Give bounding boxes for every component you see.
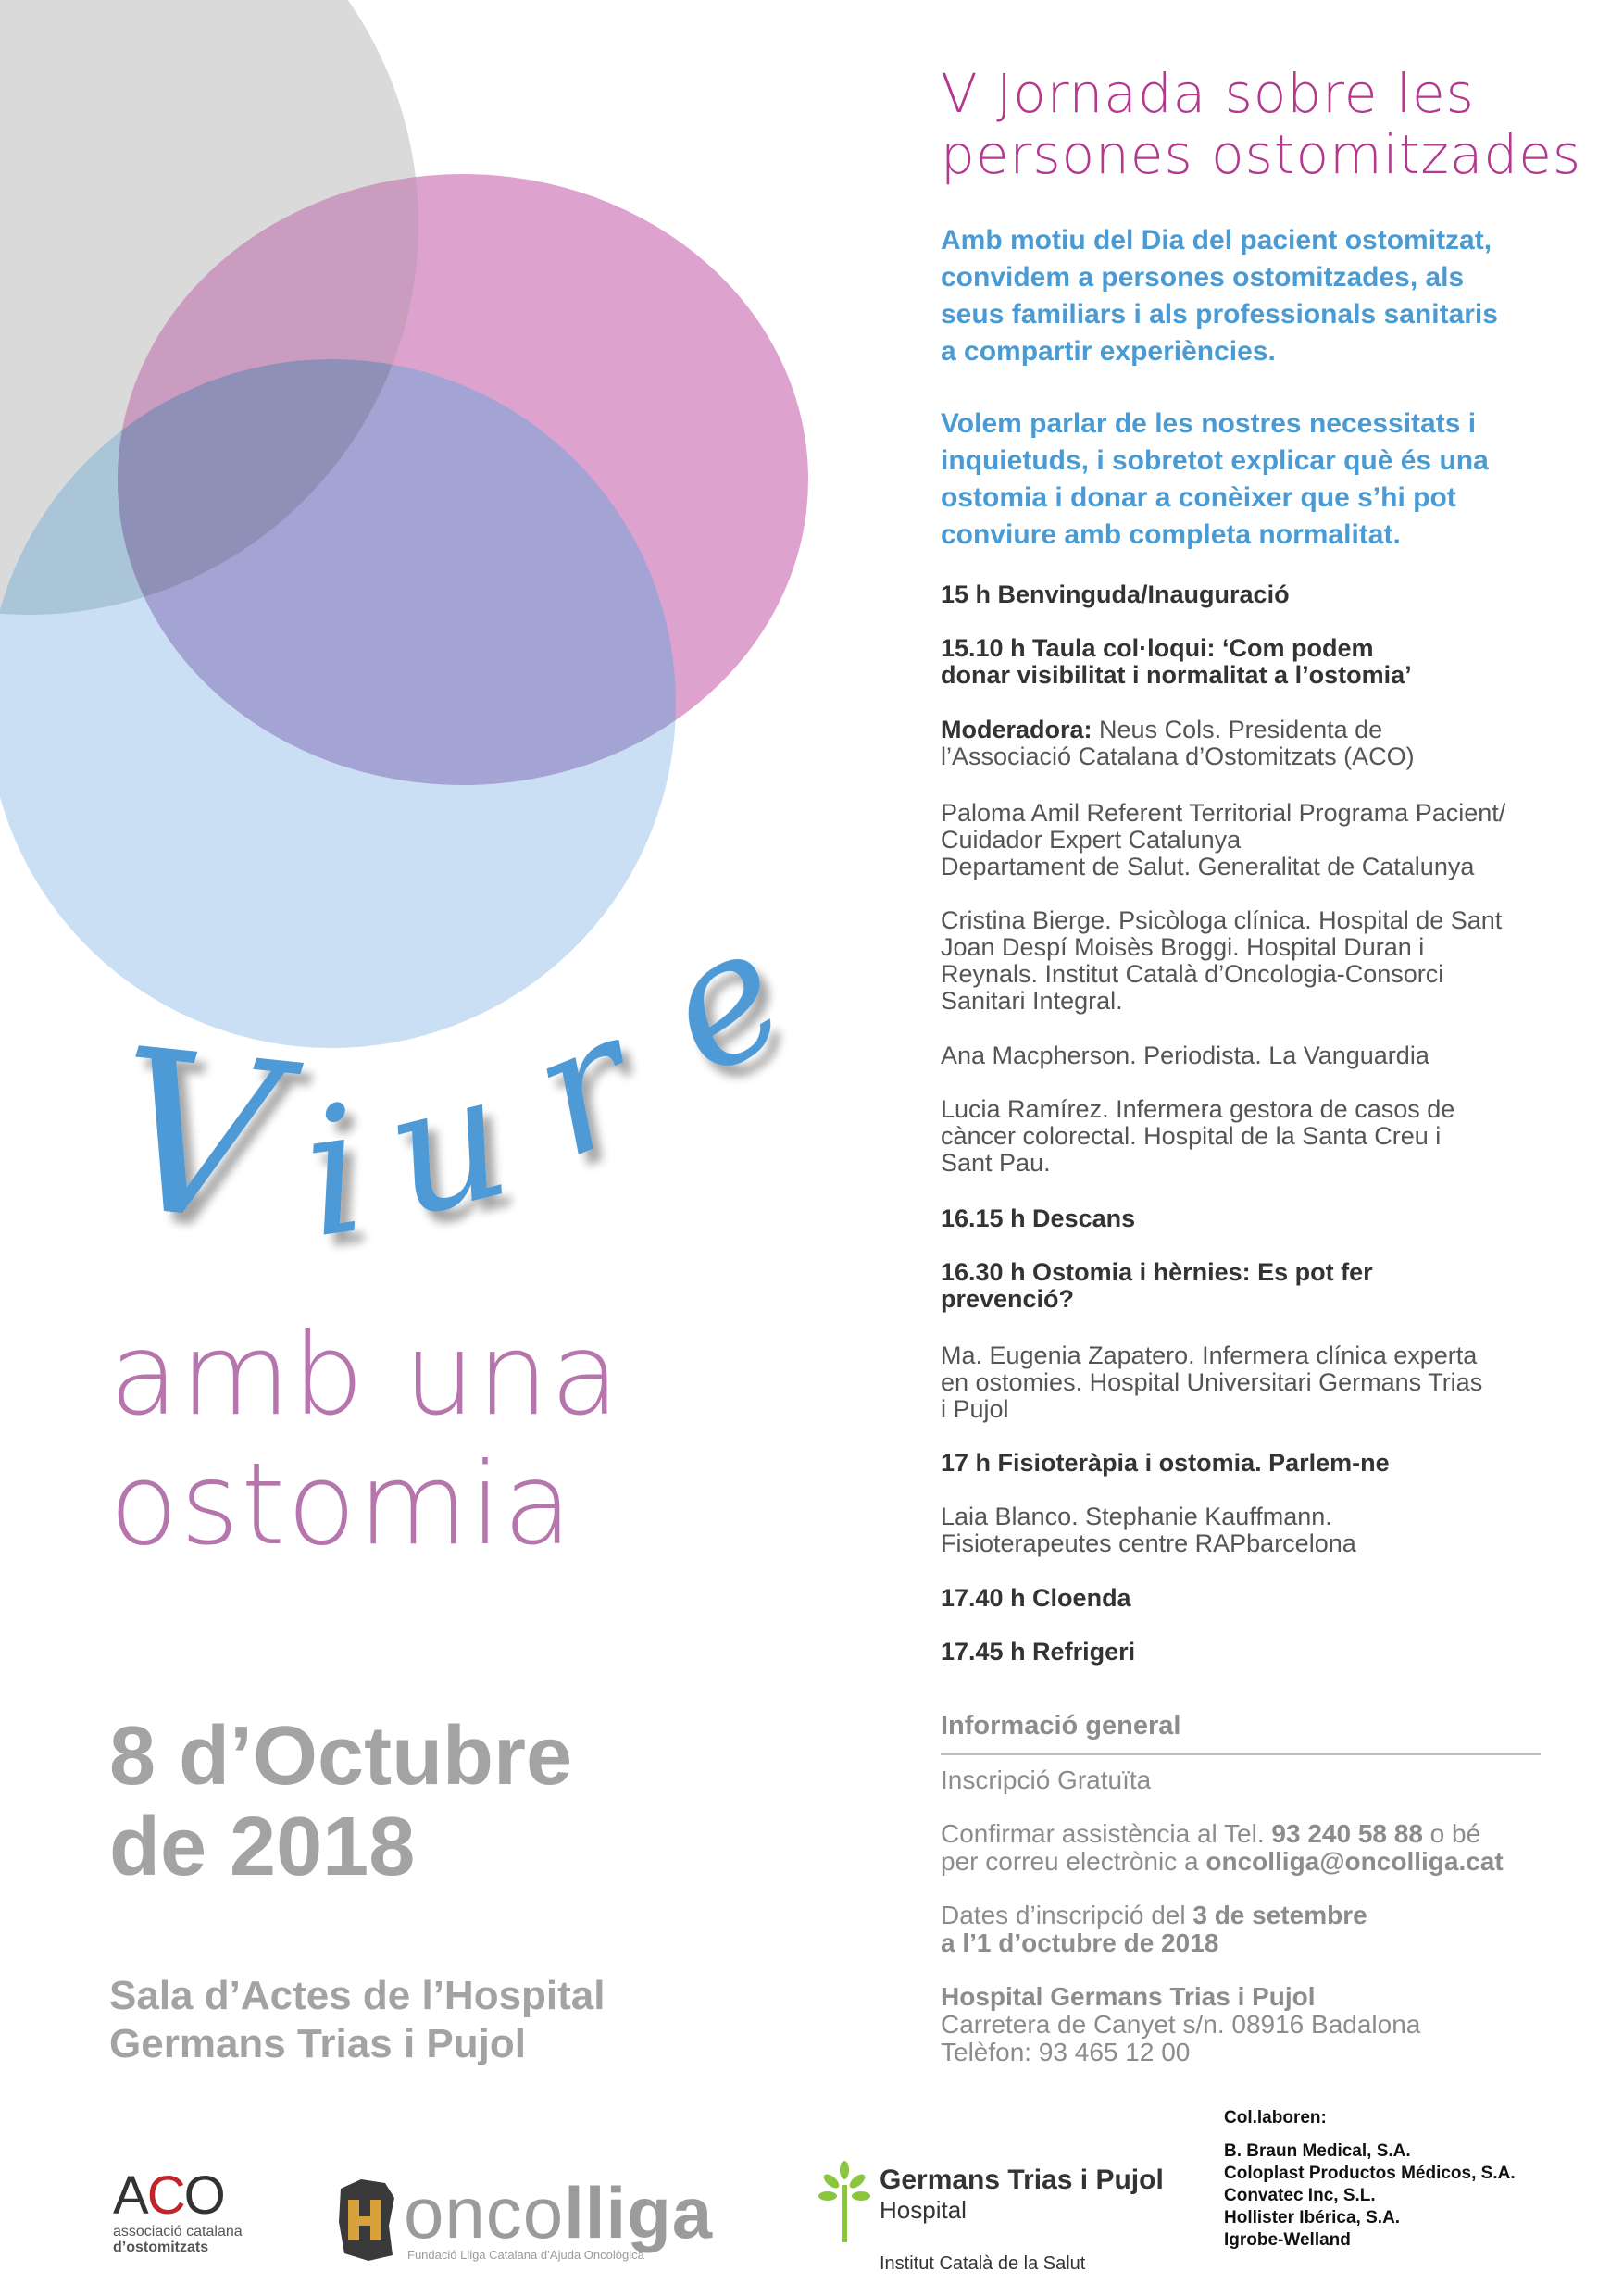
intro-p1-line: Amb motiu del Dia del pacient ostomitzat, (941, 225, 1492, 256)
speaker-line: Sanitari Integral. (941, 987, 1123, 1015)
event-date (109, 1711, 572, 1892)
oncolliga-wordmark (404, 2172, 714, 2253)
event-venue (109, 1972, 606, 2068)
event-title-line1: V Jornada sobre les (941, 62, 1475, 125)
info-text: 3 de setembre (1192, 1901, 1367, 1929)
intro-p1-line: a compartir experiències. (941, 336, 1276, 367)
info-registration-text: Inscripció Gratuïta (941, 1766, 1152, 1794)
collaborator-item: B. Braun Medical, S.A. (1224, 2141, 1411, 2161)
session-title: 17 h Fisioteràpia i ostomia. Parlem-ne (941, 1449, 1390, 1477)
intro-p2-line: conviure amb completa normalitat. (941, 519, 1401, 550)
collaborators (1224, 2107, 1516, 2252)
aco-logo (113, 2165, 243, 2255)
session-title: donar visibilitat i normalitat a l’ostomia’ (941, 661, 1412, 689)
moderator-label: Moderadora: (941, 716, 1092, 743)
aco-letter: A (113, 2165, 147, 2226)
speaker-lucia (941, 1096, 1552, 1177)
intro-paragraph-2 (941, 406, 1533, 554)
viure-letter-v: V (103, 999, 290, 1275)
info-hospital (941, 1983, 1552, 2066)
session-title: 17.40 h Cloenda (941, 1584, 1131, 1612)
info-email-link[interactable]: oncolliga@oncolliga.cat (1205, 1847, 1504, 1876)
session-title: 16.30 h Ostomia i hèrnies: Es pot fer (941, 1258, 1373, 1286)
program-item-refreshment (941, 1639, 1552, 1666)
intro-paragraph-1 (941, 222, 1533, 370)
info-phone: 93 240 58 88 (1271, 1819, 1423, 1848)
intro-p2-line: ostomia i donar a conèixer que s’hi pot (941, 482, 1456, 513)
speaker-line: en ostomies. Hospital Universitari Germans Trias (941, 1368, 1483, 1396)
speaker-line: Paloma Amil Referent Territorial Programa Pacient/ (941, 799, 1506, 827)
aco-letter: C (146, 2165, 184, 2226)
collaborator-item: Convatec Inc, S.L. (1224, 2186, 1376, 2205)
program-item-closing (941, 1585, 1552, 1612)
event-title (941, 63, 1589, 185)
speaker-cristina (941, 907, 1552, 1015)
event-date-line2: de 2018 (109, 1801, 416, 1893)
speaker-line: i Pujol (941, 1395, 1009, 1423)
info-address: Carretera de Canyet s/n. 08916 Badalona (941, 2010, 1421, 2039)
viure-letter-u: u (367, 1031, 527, 1258)
event-venue-line1: Sala d’Actes de l’Hospital (109, 1973, 606, 2018)
speaker-line: Ana Macpherson. Periodista. La Vanguardia (941, 1042, 1429, 1069)
oncolliga-wordmark-part: lliga (564, 2172, 714, 2253)
info-dates (941, 1902, 1552, 1957)
info-heading: Informació general (941, 1711, 1181, 1741)
event-date-line1: 8 d’Octubre (109, 1710, 573, 1803)
poster-subtitle-amb-una: amb una (109, 1309, 622, 1441)
info-text: Confirmar assistència al Tel. (941, 1819, 1272, 1848)
aco-logo-subtitle: d’ostomitzats (113, 2240, 209, 2255)
speaker-line: Fisioterapeutes centre RAPbarcelona (941, 1529, 1356, 1557)
program-item-break (941, 1205, 1552, 1232)
collaborator-item: Coloplast Productos Médicos, S.A. (1224, 2164, 1516, 2183)
aco-letter: O (183, 2165, 224, 2226)
session-title: 15 h Benvinguda/Inauguració (941, 580, 1290, 608)
info-registration (941, 1766, 1552, 1794)
program-item-welcome (941, 581, 1552, 608)
aco-logo-word (113, 2165, 243, 2226)
speaker-ana (941, 1042, 1552, 1069)
session-title: 15.10 h Taula col·loqui: ‘Com podem (941, 634, 1374, 662)
gtp-hospital-label: Hospital (880, 2196, 967, 2224)
speaker-line: Reynals. Institut Català d’Oncologia-Consorci (941, 960, 1444, 988)
intro-p1-line: seus familiars i als professionals sanitaris (941, 299, 1498, 330)
speaker-line: Lucia Ramírez. Infermera gestora de casos de (941, 1095, 1455, 1123)
speaker-line: Joan Despí Moisès Broggi. Hospital Duran i (941, 933, 1425, 961)
collaborators-title: Col.laboren: (1224, 2108, 1327, 2128)
info-text: o bé (1422, 1819, 1481, 1848)
speaker-line: Laia Blanco. Stephanie Kauffmann. (941, 1503, 1332, 1530)
speaker-line: Departament de Salut. Generalitat de Catalunya (941, 853, 1475, 880)
leaf-sprout-icon (817, 2157, 872, 2250)
speaker-line: càncer colorectal. Hospital de la Santa Creu i (941, 1122, 1442, 1150)
session-title: 16.15 h Descans (941, 1204, 1136, 1232)
event-venue-line2: Germans Trias i Pujol (109, 2021, 526, 2066)
intro-p2-line: Volem parlar de les nostres necessitats i (941, 408, 1477, 439)
speaker-line: Cristina Bierge. Psicòloga clínica. Hospital de Sant (941, 906, 1503, 934)
intro-p2-line: inquietuds, i sobretot explicar què és una (941, 445, 1489, 476)
info-hospital-name: Hospital Germans Trias i Pujol (941, 1982, 1316, 2011)
speaker-laia (941, 1504, 1552, 1557)
gtp-institute: Institut Català de la Salut (880, 2253, 1086, 2274)
speaker-eugenia (941, 1342, 1552, 1423)
session-title: 17.45 h Refrigeri (941, 1638, 1136, 1666)
speaker-line: Ma. Eugenia Zapatero. Infermera clínica experta (941, 1341, 1478, 1369)
speaker-line: Sant Pau. (941, 1149, 1051, 1177)
oncolliga-wordmark-part: onco (404, 2172, 565, 2253)
moderator (941, 717, 1552, 770)
oncolliga-emblem-icon (335, 2176, 400, 2265)
collaborator-item: Hollister Ibérica, S.A. (1224, 2208, 1401, 2227)
oncolliga-subtitle: Fundació Lliga Catalana d’Ajuda Oncològica (407, 2248, 644, 2262)
program-item-hernias (941, 1259, 1552, 1313)
moderator-text: l’Associació Catalana d’Ostomitzats (ACO) (941, 742, 1415, 770)
germans-trias-logo (817, 2157, 1164, 2274)
program-item-roundtable (941, 635, 1552, 689)
speaker-line: Cuidador Expert Catalunya (941, 826, 1242, 854)
info-phone-line: Telèfon: 93 465 12 00 (941, 2038, 1191, 2066)
info-confirm (941, 1820, 1552, 1876)
aco-logo-subtitle: associació catalana (113, 2224, 243, 2240)
speaker-paloma (941, 800, 1552, 880)
collaborator-item: Igrobe-Welland (1224, 2230, 1351, 2250)
info-text: per correu electrònic a (941, 1847, 1206, 1876)
viure-letter-r: r (506, 976, 661, 1198)
info-text: Dates d’inscripció del (941, 1901, 1193, 1929)
info-text: a l’1 d’octubre de 2018 (941, 1928, 1219, 1957)
poster-subtitle-ostomia: ostomia (109, 1439, 575, 1570)
intro-p1-line: convidem a persones ostomitzades, als (941, 262, 1465, 293)
event-title-line2: persones ostomitzades (941, 123, 1582, 186)
program-item-physio (941, 1450, 1552, 1477)
moderator-text: Neus Cols. Presidenta de (1092, 716, 1383, 743)
info-divider (941, 1753, 1541, 1755)
session-title: prevenció? (941, 1285, 1075, 1313)
viure-letter-e: e (626, 885, 819, 1116)
gtp-name: Germans Trias i Pujol (880, 2165, 1164, 2195)
viure-letter-i: i (292, 1067, 377, 1278)
oncolliga-logo (335, 2172, 714, 2269)
